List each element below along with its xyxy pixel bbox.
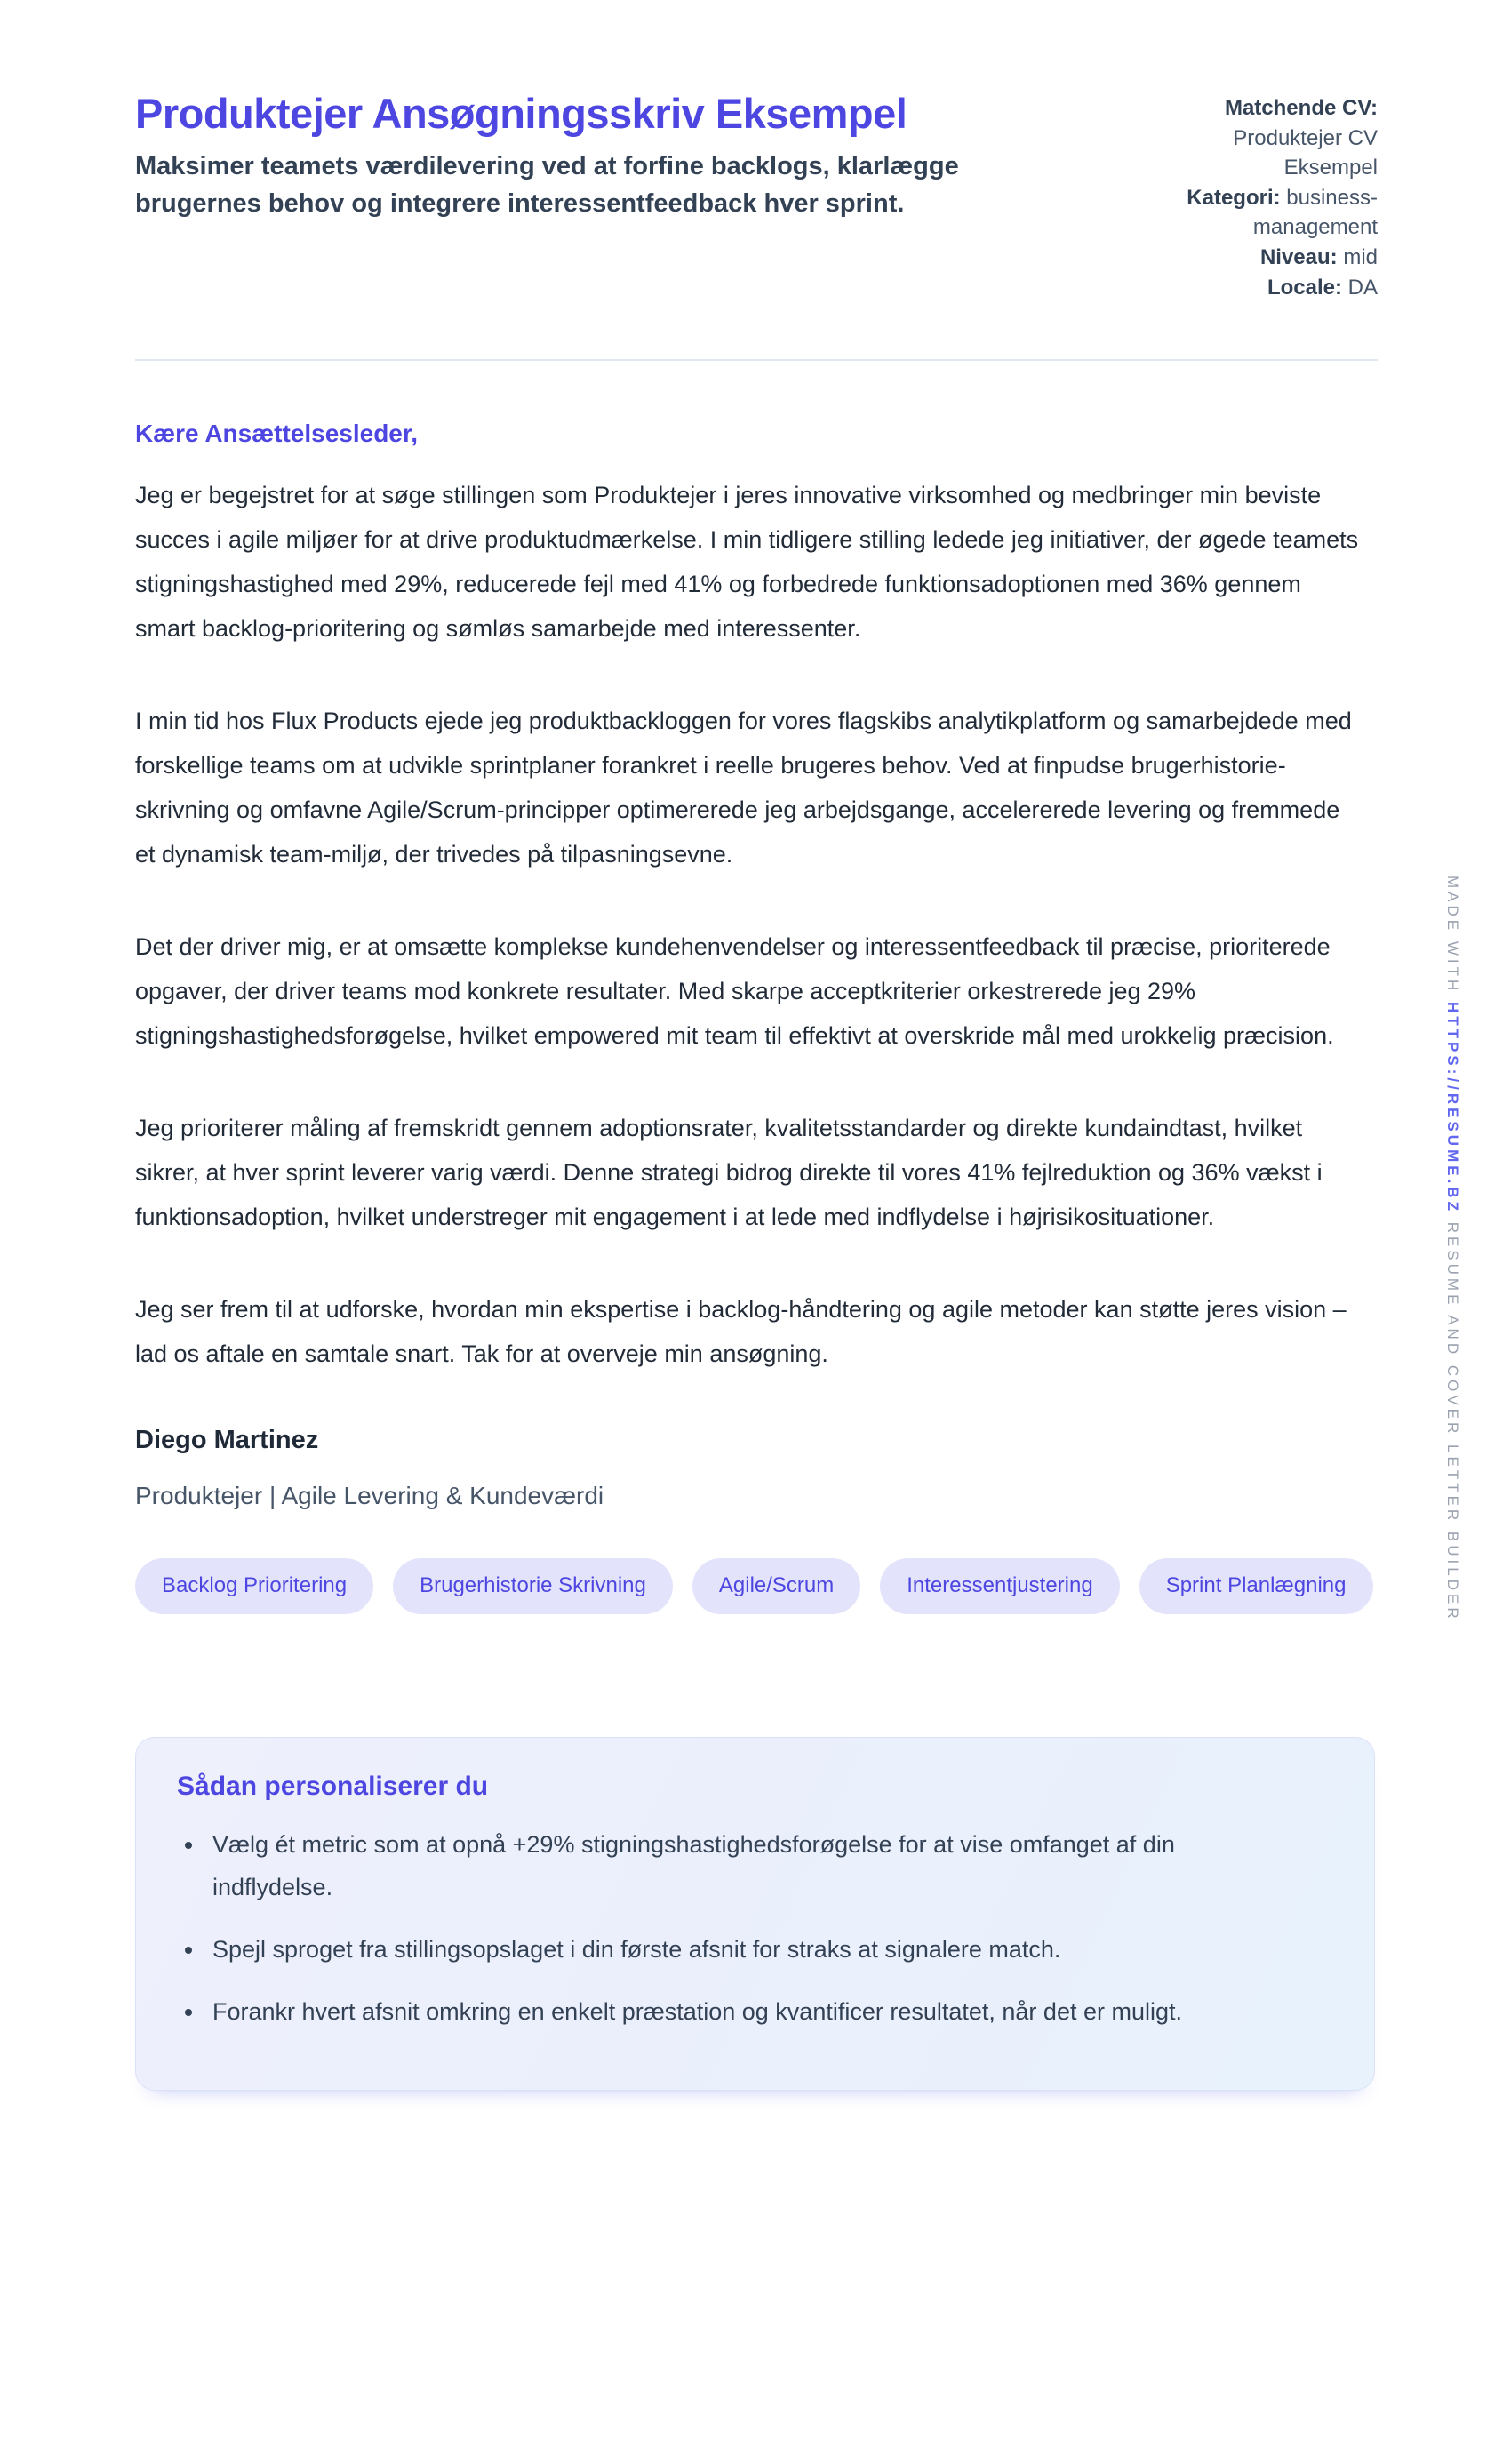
meta-item (1155, 93, 1378, 183)
meta-value: mid (1343, 244, 1378, 269)
skill-tags-row (135, 1558, 1378, 1614)
skill-tag: Backlog Prioritering (135, 1558, 373, 1614)
watermark-suffix: RESUME AND COVER LETTER BUILDER (1444, 1221, 1461, 1622)
meta-item (1155, 273, 1378, 303)
letter-paragraph: Det der driver mig, er at omsætte komplekse kundehenvendelser og interessentfeedback til præcise, prioriterede opgaver, der driver teams mod konkrete resultater. Med skarpe acceptkriterier orkestrerede jeg 29% stigningshastighedsforøgelse, hvilket empowered mit team til effektivt at overskride mål med urokkelig præcision. (135, 933, 1334, 1050)
meta-label: Niveau: (1259, 244, 1338, 269)
meta-item (1155, 183, 1378, 243)
header-titles (135, 89, 1024, 223)
skill-tag: Agile/Scrum (692, 1558, 860, 1614)
meta-value: DA (1347, 275, 1378, 300)
greeting: Kære Ansættelsesleder, (135, 420, 418, 448)
meta-panel (1155, 89, 1378, 302)
signature-name: Diego Martinez (135, 1426, 319, 1455)
watermark-site-link[interactable]: HTTPS://RESUME.BZ (1444, 1002, 1461, 1214)
meta-value: Produktejer CV Eksempel (1233, 125, 1378, 180)
tips-title: Sådan personaliserer du (177, 1771, 489, 1801)
skill-tag: Interessentjustering (880, 1558, 1119, 1614)
letter-paragraph: Jeg er begejstret for at søge stillingen som Produktejer i jeres innovative virksomhed og medbringer min beviste succes i agile miljøer for at drive produktudmærkelse. I min tidligere stilling ledede jeg initiativer, der øgede teamets stigningshastighed med 29%, reducerede fejl med 41% og forbedrede funktionsadoptionen med 36% gennem smart backlog-prioritering og sømløs samarbejde med interessenter. (135, 482, 1359, 643)
signature-role: Produktejer | Agile Levering & Kundeværdi (135, 1482, 604, 1510)
skill-tag: Sprint Planlægning (1139, 1558, 1373, 1614)
letter-paragraph: Jeg ser frem til at udforske, hvordan min ekspertise i backlog-håndtering og agile metoder kan støtte jeres vision – lad os aftale en samtale snart. Tak for at overveje min ansøgning. (135, 1296, 1347, 1368)
tip-item: • Spejl sproget fra stillingsopslaget i din første afsnit for straks at signalere match. (205, 1928, 1272, 1971)
page-subtitle: Maksimer teamets værdilevering ved at forfine backlogs, klarlægge brugernes behov og integrere interessentfeedback hver sprint. (135, 152, 959, 219)
meta-value: business-management (1252, 185, 1378, 240)
letter-paragraph: Jeg prioriterer måling af fremskridt gennem adoptionsrater, kvalitetsstandarder og direkte kundaindtast, hvilket sikrer, at hver sprint leverer varig værdi. Denne strategi bidrog direkte til vores 41% fejlreduktion og 36% vækst i funktionsadoption, hvilket understreger mit engagement i at lede med indflydelse i højrisikosituationer. (135, 1115, 1323, 1231)
letter-paragraph: I min tid hos Flux Products ejede jeg produktbackloggen for vores flagskibs analytikplatform og samarbejdede med forskellige teams om at udvikle sprintplaner forankret i reelle brugeres behov. Ved at finpudse brugerhistorie-skrivning og omfavne Agile/Scrum-principper optimererede jeg arbejdsgange, accelererede levering og fremmede et dynamisk team-miljø, der trivedes på tilpasningsevne. (135, 708, 1352, 868)
watermark-prefix: MADE WITH (1444, 876, 1461, 995)
personalization-tips-card (135, 1737, 1375, 2091)
watermark (1443, 876, 1461, 1622)
meta-label: Locale: (1267, 275, 1342, 300)
meta-label: Kategori: (1187, 185, 1281, 210)
tip-item: • Forankr hvert afsnit omkring en enkelt præstation og kvantificer resultatet, når det er muligt. (205, 1990, 1272, 2033)
tip-item: • Vælg ét metric som at opnå +29% stigningshastighedsforøgelse for at vise omfanget af din indflydelse. (205, 1823, 1272, 1908)
skill-tag: Brugerhistorie Skrivning (393, 1558, 673, 1614)
header-divider (135, 359, 1378, 361)
tips-list (177, 1823, 1333, 2033)
page-title: Produktejer Ansøgningsskriv Eksempel (135, 90, 907, 137)
meta-label: Matchende CV: (1224, 96, 1378, 120)
page-header (135, 89, 1378, 302)
meta-item (1155, 243, 1378, 273)
letter-body (135, 420, 1378, 1510)
